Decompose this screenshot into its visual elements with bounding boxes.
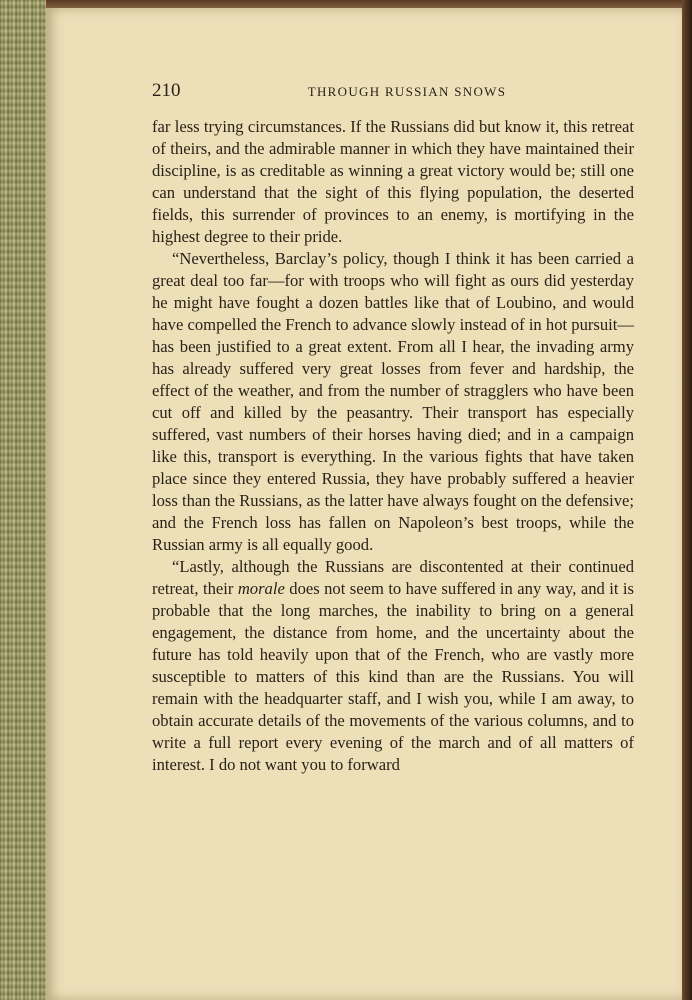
page-header xyxy=(152,80,634,104)
paragraph-3-end: does not seem to have suffered in any way, and it is probable that the long marches, the inability to bring on a general engagement, the distance from home, and the uncertainty about the future has told heavily upon that of the French, who are vastly more susceptible to matters of this kind than are the Russians. You will remain with the headquarter staff, and I wish you, while I am away, to obtain accurate details of the movements of the various columns, and to write a full report every evening of the march and of all matters of interest. I do not want you to forward xyxy=(152,579,634,774)
book-spine-edge xyxy=(0,0,46,1000)
italic-term: morale xyxy=(237,579,285,598)
body-text xyxy=(152,116,634,776)
paragraph-2: “Nevertheless, Barclay’s policy, though I think it has been carried a great deal too far—for with troops who will fight as ours did yesterday he might have fought a dozen battles like that of Loubino, and would have compelled the French to advance slowly instead of in hot pursuit—has been justified to a great extent. From all I hear, the invading army has already suffered very great losses from fever and hardship, the effect of the weather, and from the number of stragglers who have been cut off and killed by the peasantry. Their transport has especially suffered, vast numbers of their horses having died; and in a campaign like this, transport is everything. In the various fights that have taken place since they entered Russia, they have probably suffered a heavier loss than the Russians, as the latter have always fought on the defensive; and the French loss has fallen on Napoleon’s best troops, while the Russian army is all equally good. xyxy=(152,249,634,554)
page-right-edge xyxy=(682,0,692,1000)
running-head: THROUGH RUSSIAN SNOWS xyxy=(307,84,507,99)
paragraph-3 xyxy=(152,556,634,776)
paragraph-3-start: “Lastly, although the Russians are discontented at their continued retreat, their xyxy=(152,557,634,598)
paragraph-1: far less trying circumstances. If the Russians did but know it, this retreat of theirs, and the admirable manner in which they have maintained their discipline, is as creditable as winning a great victory would be; still one can understand that the sight of this flying population, the deserted fields, this surrender of provinces to an enemy, is mortifying in the highest degree to their pride. xyxy=(152,117,634,246)
page-number: 210 xyxy=(152,80,181,101)
